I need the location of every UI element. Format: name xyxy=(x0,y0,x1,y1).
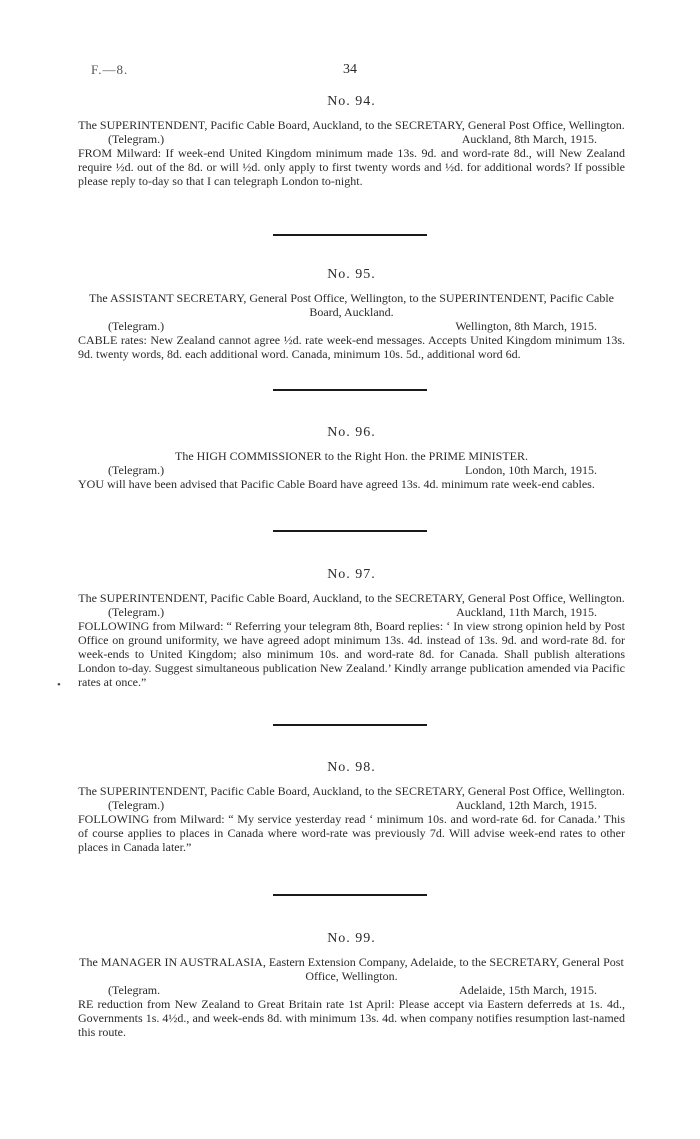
telegram-meta xyxy=(78,983,625,997)
place-date: Adelaide, 15th March, 1915. xyxy=(459,983,597,997)
section-address: The SUPERINTENDENT, Pacific Cable Board, Auckland, to the SECRETARY, General Post Office, Wellington. xyxy=(78,118,625,132)
place-date: London, 10th March, 1915. xyxy=(465,463,597,477)
telegram-meta xyxy=(78,319,625,333)
telegram-meta xyxy=(78,463,625,477)
telegram-meta xyxy=(78,798,625,812)
section-address: The HIGH COMMISSIONER to the Right Hon. the PRIME MINISTER. xyxy=(175,449,528,463)
section-divider xyxy=(273,724,427,726)
telegram-type: (Telegram.) xyxy=(108,319,165,333)
telegram-type: (Telegram. xyxy=(108,983,161,997)
paper-reference: F.—8. xyxy=(91,62,129,77)
telegram-97 xyxy=(78,567,625,689)
section-divider xyxy=(273,894,427,896)
section-address: The MANAGER IN AUSTRALASIA, Eastern Extension Company, Adelaide, to the SECRETARY, General Post Office, Wellington. xyxy=(79,955,624,983)
section-body: YOU will have been advised that Pacific Cable Board have agreed 13s. 4d. minimum rate week-end cables. xyxy=(78,477,595,491)
margin-mark: • xyxy=(57,679,61,691)
section-number: No. 97. xyxy=(327,567,376,582)
section-body: FOLLOWING from Milward: “ My service yesterday read ‘ minimum 10s. and word-rate 6d. for Canada.’ This of course applies to places in Canada where word-rate was previously 7d. Will advise week-end rates to other places in Canada later.” xyxy=(78,812,625,854)
telegram-meta xyxy=(78,132,625,146)
telegram-95 xyxy=(78,267,625,361)
section-divider xyxy=(273,234,427,236)
telegram-type: (Telegram.) xyxy=(108,798,165,812)
section-body: CABLE rates: New Zealand cannot agree ½d. rate week-end messages. Accepts United Kingdom minimum 13s. 9d. twenty words, 8d. each additional word. Canada, minimum 10s. 5d., additional word 6d. xyxy=(78,333,625,361)
section-body: FROM Milward: If week-end United Kingdom minimum made 13s. 9d. and word-rate 8d., will New Zealand require ½d. out of the 8d. or will ½d. only apply to first twenty words and ½d. for additional words? If possible please reply to-day so that I can telegraph London to-night. xyxy=(78,146,625,188)
telegram-type: (Telegram.) xyxy=(108,605,165,619)
telegram-96 xyxy=(78,425,625,491)
telegram-type: (Telegram.) xyxy=(108,132,165,146)
section-number: No. 94. xyxy=(327,94,376,109)
section-address: The SUPERINTENDENT, Pacific Cable Board, Auckland, to the SECRETARY, General Post Office, Wellington. xyxy=(78,591,625,605)
telegram-meta xyxy=(78,605,625,619)
section-body: RE reduction from New Zealand to Great Britain rate 1st April: Please accept via Eastern deferreds at 1s. 4d., Governments 1s. 4½d., and week-ends 8d. with minimum 13s. 4d. when company notifies resumption last-named this route. xyxy=(78,997,625,1039)
section-divider xyxy=(273,389,427,391)
telegram-94 xyxy=(78,94,625,188)
section-divider xyxy=(273,530,427,532)
section-number: No. 98. xyxy=(327,760,376,775)
section-body: FOLLOWING from Milward: “ Referring your telegram 8th, Board replies: ‘ In view strong opinion held by Post Office on ground uniformity, we have agreed adopt minimum 13s. 4d. instead of 13s. 9d. and word-rate 8d. for week-ends to United Kingdom; also minimum 10s. and word-rate 8d. for Canada. Shall publish alterations London to-day. Suggest simultaneous publication New Zealand.’ Kindly arrange publication amended via Pacific rates at once.” xyxy=(78,619,625,689)
place-date: Auckland, 12th March, 1915. xyxy=(455,798,597,812)
place-date: Auckland, 11th March, 1915. xyxy=(456,605,597,619)
section-number: No. 99. xyxy=(327,931,376,946)
place-date: Auckland, 8th March, 1915. xyxy=(461,132,597,146)
telegram-type: (Telegram.) xyxy=(108,463,165,477)
page-number: 34 xyxy=(343,62,357,77)
section-address: The ASSISTANT SECRETARY, General Post Office, Wellington, to the SUPERINTENDENT, Pacific Cable Board, Auckland. xyxy=(89,291,614,319)
telegram-99 xyxy=(78,931,625,1039)
section-number: No. 95. xyxy=(327,267,376,282)
section-number: No. 96. xyxy=(327,425,376,440)
place-date: Wellington, 8th March, 1915. xyxy=(455,319,597,333)
section-address: The SUPERINTENDENT, Pacific Cable Board, Auckland, to the SECRETARY, General Post Office, Wellington. xyxy=(78,784,625,798)
telegram-98 xyxy=(78,760,625,854)
